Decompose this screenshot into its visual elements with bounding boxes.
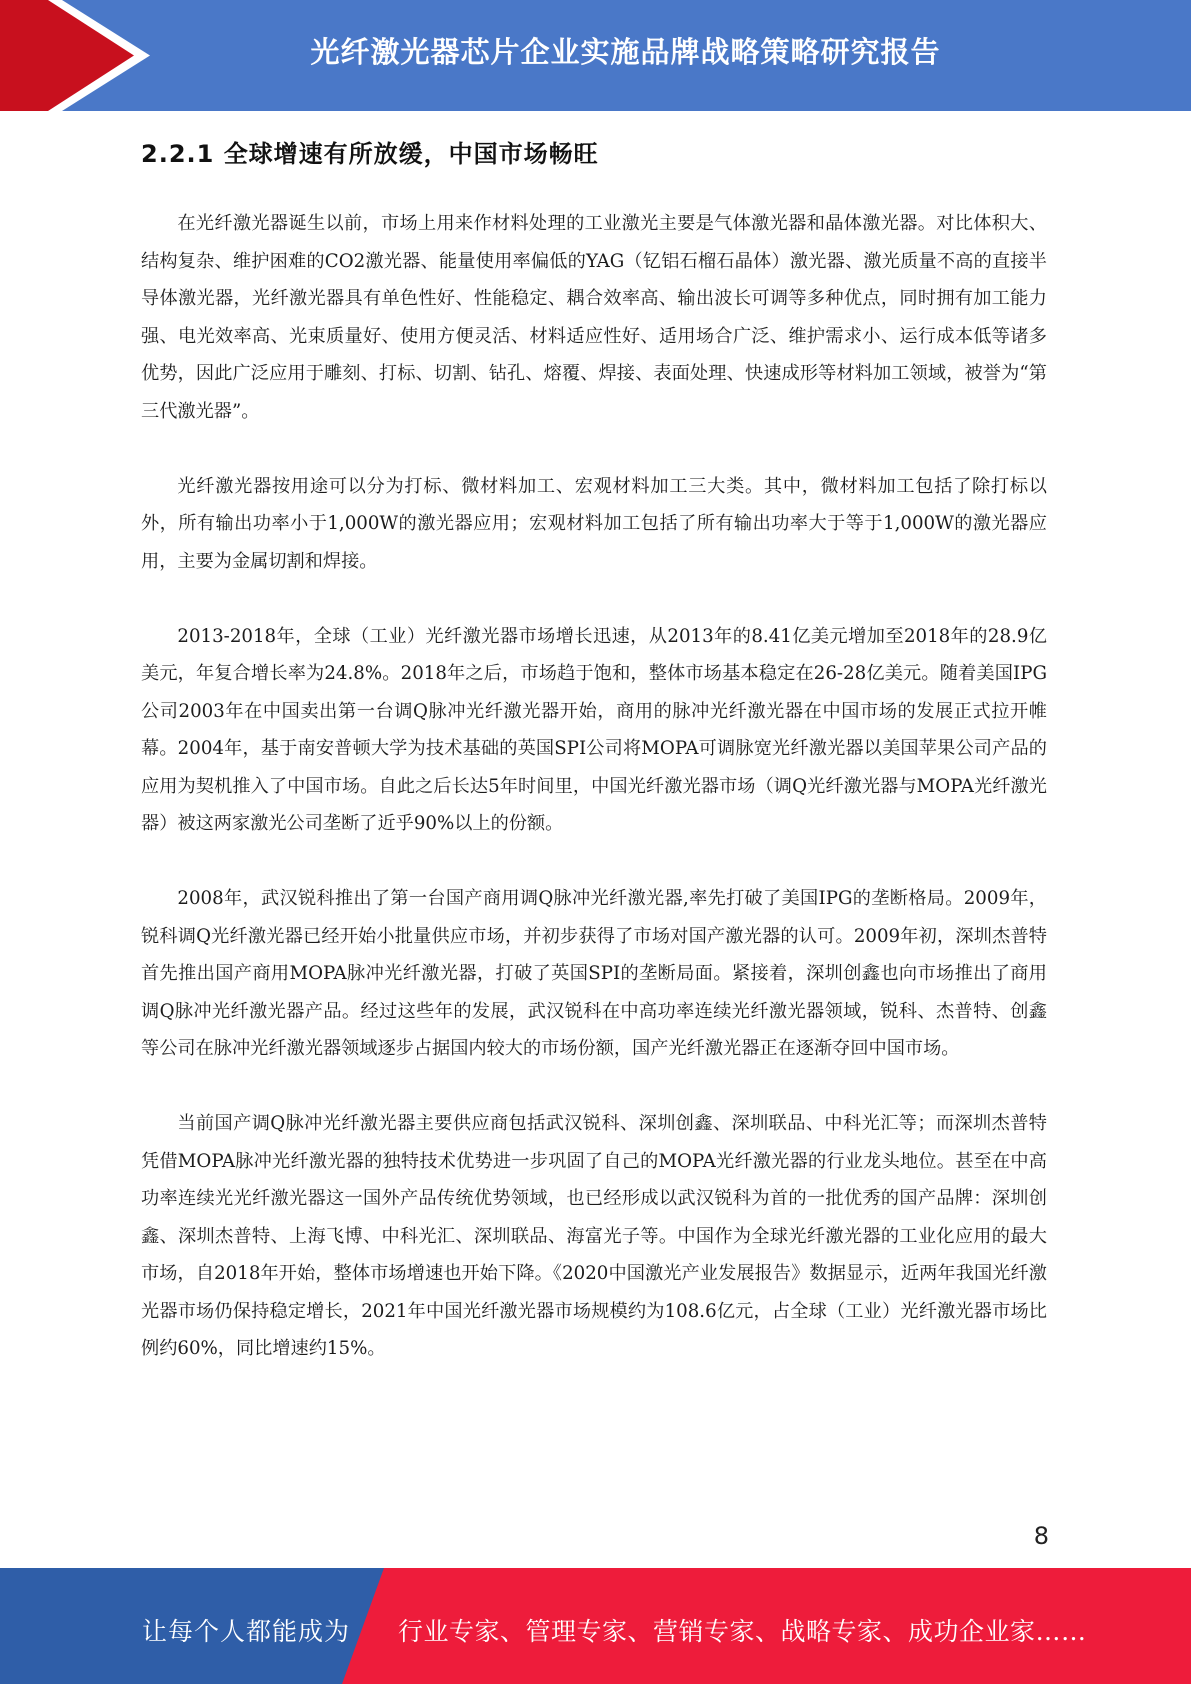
paragraph-3: 2013-2018年，全球（工业）光纤激光器市场增长迅速，从2013年的8.41亿美元增加至2018年的28.9亿美元，年复合增长率为24.8%。2018年之后，市场趋于饱和，整体市场基本稳定在26-28亿美元。随着美国IPG公司2003年在中国卖出第一台调Q脉冲光纤激光器开始，商用的脉冲光纤激光器在中国市场的发展正式拉开帷幕。2004年，基于南安普顿大学为技术基础的英国SPI公司将MOPA可调脉宽光纤激光器以美国苹果公司产品的应用为契机推入了中国市场。自此之后长达5年时间里，中国光纤激光器市场（调Q光纤激光器与MOPA光纤激光器）被这两家激光公司垄断了近乎90%以上的份额。 [141, 625, 1047, 834]
report-footer [0, 1568, 1191, 1684]
section-heading: 2.2.1 全球增速有所放缓，中国市场畅旺 [141, 140, 599, 168]
paragraph-2: 光纤激光器按用途可以分为打标、微材料加工、宏观材料加工三大类。其中，微材料加工包括了除打标以外，所有输出功率小于1,000W的激光器应用；宏观材料加工包括了所有输出功率大于等于1,000W的激光器应用，主要为金属切割和焊接。 [141, 475, 1047, 572]
footer-slogan-left: 让每个人都能成为 [142, 1617, 351, 1646]
paragraph-5: 当前国产调Q脉冲光纤激光器主要供应商包括武汉锐科、深圳创鑫、深圳联品、中科光汇等；而深圳杰普特凭借MOPA脉冲光纤激光器的独特技术优势进一步巩固了自己的MOPA光纤激光器的行业龙头地位。甚至在中高功率连续光光纤激光器这一国外产品传统优势领域，也已经形成以武汉锐科为首的一批优秀的国产品牌：深圳创鑫、深圳杰普特、上海飞博、中科光汇、深圳联品、海富光子等。中国作为全球光纤激光器的工业化应用的最大市场，自2018年开始，整体市场增速也开始下降。《2020中国激光产业发展报告》数据显示，近两年我国光纤激光器市场仍保持稳定增长，2021年中国光纤激光器市场规模约为108.6亿元，占全球（工业）光纤激光器市场比例约60%，同比增速约15%。 [141, 1113, 1047, 1359]
report-body [141, 205, 1047, 1405]
paragraph-4: 2008年，武汉锐科推出了第一台国产商用调Q脉冲光纤激光器,率先打破了美国IPG的垄断格局。2009年，锐科调Q光纤激光器已经开始小批量供应市场，并初步获得了市场对国产激光器的认可。2009年初，深圳杰普特首先推出国产商用MOPA脉冲光纤激光器，打破了英国SPI的垄断局面。紧接着，深圳创鑫也向市场推出了商用调Q脉冲光纤激光器产品。经过这些年的发展，武汉锐科在中高功率连续光纤激光器领域，锐科、杰普特、创鑫等公司在脉冲光纤激光器领域逐步占据国内较大的市场份额，国产光纤激光器正在逐渐夺回中国市场。 [141, 888, 1047, 1059]
footer-slogan-right: 行业专家、管理专家、营销专家、战略专家、成功企业家…… [398, 1617, 1087, 1646]
report-title: 光纤激光器芯片企业实施品牌战略策略研究报告 [310, 35, 941, 69]
paragraph-1: 在光纤激光器诞生以前，市场上用来作材料处理的工业激光主要是气体激光器和晶体激光器。对比体积大、结构复杂、维护困难的CO2激光器、能量使用率偏低的YAG（钇铝石榴石晶体）激光器、激光质量不高的直接半导体激光器，光纤激光器具有单色性好、性能稳定、耦合效率高、输出波长可调等多种优点，同时拥有加工能力强、电光效率高、光束质量好、使用方便灵活、材料适应性好、适用场合广泛、维护需求小、运行成本低等诸多优势，因此广泛应用于雕刻、打标、切割、钻孔、熔覆、焊接、表面处理、快速成形等材料加工领域，被誉为“第三代激光器”。 [141, 213, 1047, 422]
report-header [0, 0, 1191, 111]
page-number: 8 [1033, 1522, 1049, 1550]
